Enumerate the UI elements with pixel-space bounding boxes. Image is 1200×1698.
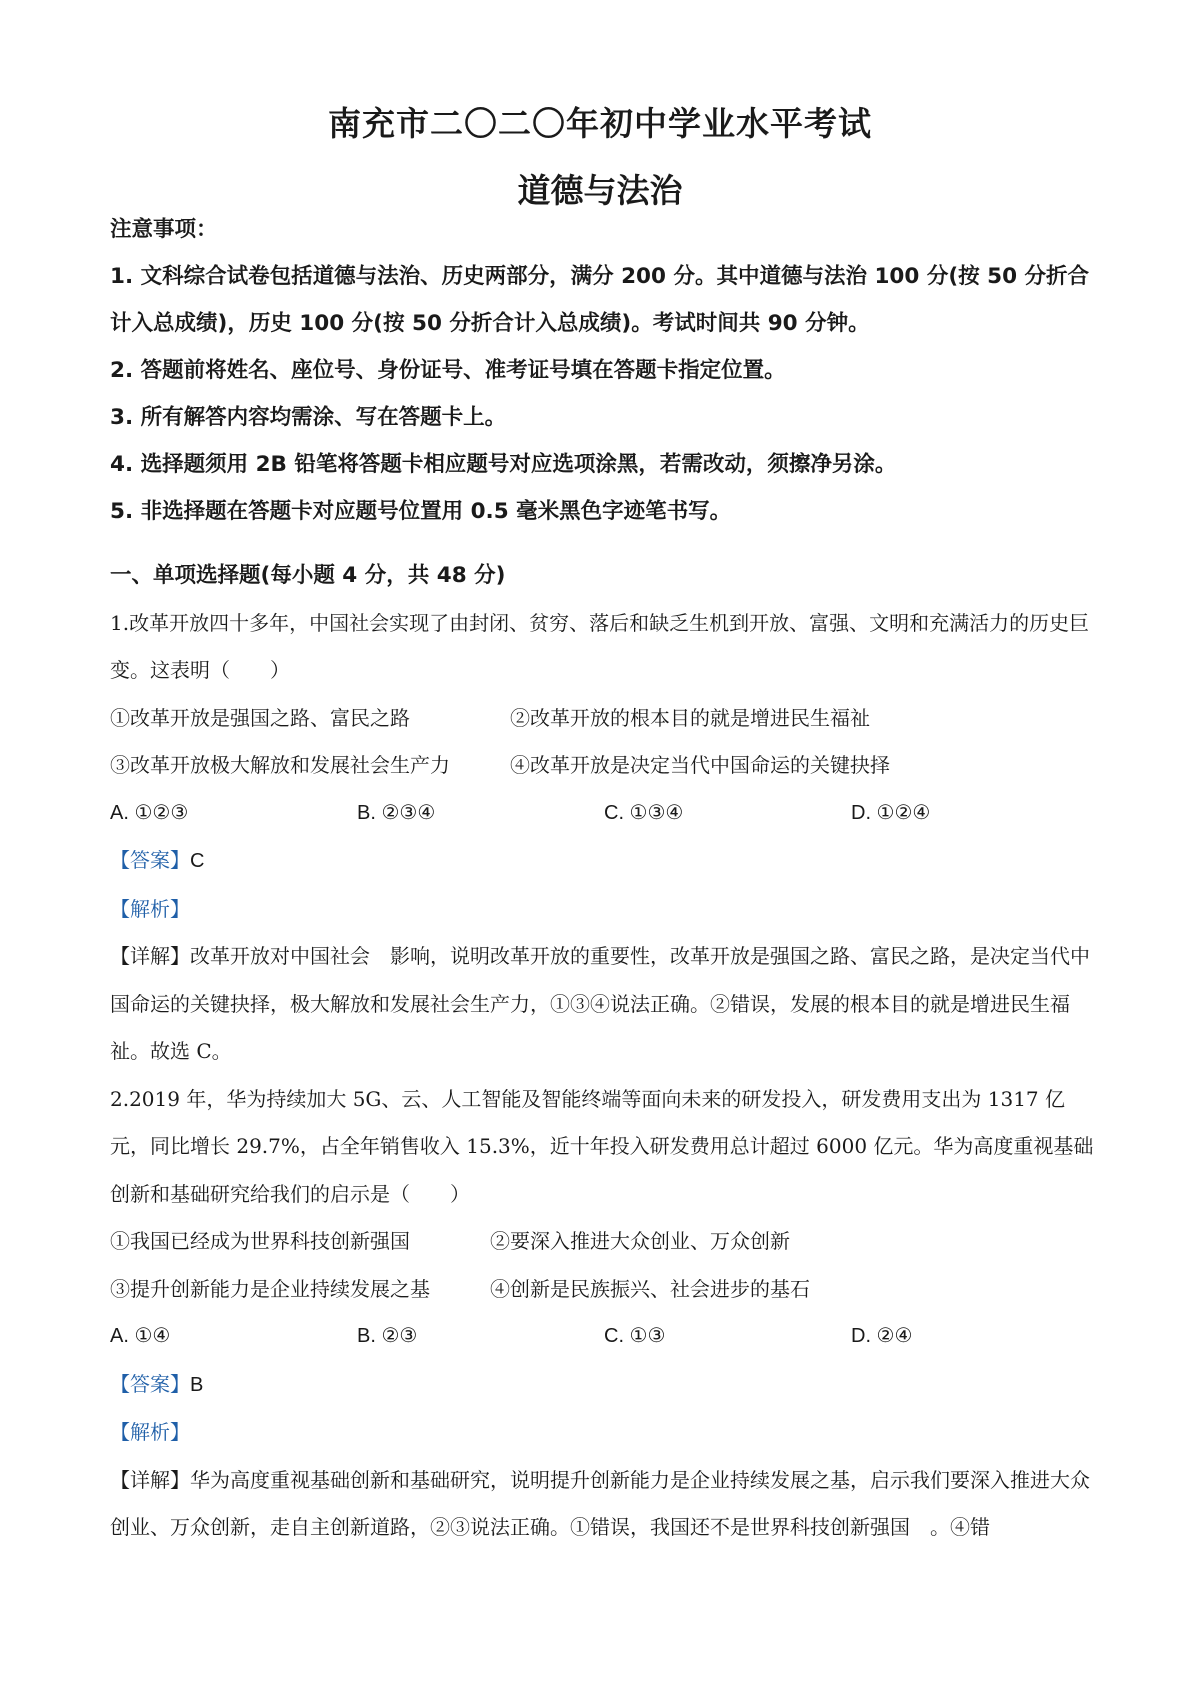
answer-label: 【答案】	[110, 1371, 190, 1396]
statements-row	[110, 695, 1100, 743]
statement: ②改革开放的根本目的就是增进民生福祉	[510, 705, 870, 730]
detail-line	[110, 1457, 1100, 1552]
option-c: C. ①③④	[604, 801, 684, 824]
answer-line	[110, 837, 1100, 886]
answer-label: 【答案】	[110, 848, 190, 872]
page-subtitle: 道德与法治	[517, 171, 683, 210]
section-heading: 一、单项选择题(每小题 4 分，共 48 分)	[110, 563, 506, 588]
statements-row	[110, 1218, 1100, 1266]
notice-heading: 注意事项：	[110, 217, 218, 242]
notice-item-5: 5. 非选择题在答题卡对应题号位置用 0.5 毫米黑色字迹笔书写。	[110, 499, 732, 524]
options-row	[110, 790, 1100, 838]
detail-label: 【详解】	[110, 944, 190, 968]
analysis-label: 【解析】	[110, 896, 190, 921]
statement: ④改革开放是决定当代中国命运的关键抉择	[510, 753, 890, 777]
questions-block	[110, 552, 1100, 1552]
statement: ②要深入推进大众创业、万众创新	[490, 1229, 790, 1253]
statement: ③改革开放极大解放和发展社会生产力	[110, 753, 450, 777]
detail-label: 【详解】	[110, 1467, 190, 1492]
option-a: A. ①④	[110, 1325, 171, 1347]
notice-item-4: 4. 选择题须用 2B 铅笔将答题卡相应题号对应选项涂黑，若需改动，须擦净另涂。	[110, 452, 897, 477]
statement: ④创新是民族振兴、社会进步的基石	[490, 1276, 810, 1301]
detail-text: 改革开放对中国社会 影响，说明改革开放的重要性，改革开放是强国之路、富民之路，是决定当代中国命运的关键抉择，极大解放和发展社会生产力，①③④说法正确。②错误，发展的根本目的就是增进民生福祉。故选 C。	[110, 944, 1090, 1063]
option-b: B. ②③④	[357, 801, 436, 824]
page-title: 南充市二〇二〇年初中学业水平考试	[328, 104, 872, 143]
statement: ③提升创新能力是企业持续发展之基	[110, 1276, 430, 1301]
notice-block	[110, 206, 1100, 535]
notice-item-1: 1. 文科综合试卷包括道德与法治、历史两部分，满分 200 分。其中道德与法治 100 分(按 50 分折合计入总成绩)，历史 100 分(按 50 分折合计入总成绩)。考试时间共 90 分钟。	[110, 264, 1090, 336]
notice-item-3: 3. 所有解答内容均需涂、写在答题卡上。	[110, 405, 507, 430]
question-stem: 1.改革开放四十多年，中国社会实现了由封闭、贫穷、落后和缺乏生机到开放、富强、文明和充满活力的历史巨变。这表明（ ）	[110, 610, 1090, 682]
options-row	[110, 1313, 1100, 1361]
notice-item-2: 2. 答题前将姓名、座位号、身份证号、准考证号填在答题卡指定位置。	[110, 358, 786, 383]
option-d: D. ①②④	[851, 801, 931, 824]
statements-row	[110, 1266, 1100, 1314]
option-b: B. ②③	[357, 1325, 418, 1347]
detail-text: 华为高度重视基础创新和基础研究，说明提升创新能力是企业持续发展之基，启示我们要深入推进大众创业、万众创新，走自主创新道路，②③说法正确。①错误，我国还不是世界科技创新强国 。④错	[110, 1467, 1090, 1539]
question-stem: 2.2019 年，华为持续加大 5G、云、人工智能及智能终端等面向未来的研发投入，研发费用支出为 1317 亿元，同比增长 29.7%，占全年销售收入 15.3%，近十年投入研发费用总计超过 6000 亿元。华为高度重视基础创新和基础研究给我们的启示是（ ）	[110, 1086, 1094, 1206]
answer-line	[110, 1361, 1100, 1410]
option-d: D. ②④	[851, 1325, 913, 1347]
statement: ①改革开放是强国之路、富民之路	[110, 705, 410, 730]
analysis-label: 【解析】	[110, 1420, 190, 1444]
statements-row	[110, 742, 1100, 790]
option-a: A. ①②③	[110, 801, 189, 824]
option-c: C. ①③	[604, 1325, 666, 1347]
detail-line	[110, 933, 1100, 1076]
answer-value: C	[190, 850, 205, 872]
statement: ①我国已经成为世界科技创新强国	[110, 1229, 410, 1253]
answer-value: B	[190, 1373, 204, 1396]
